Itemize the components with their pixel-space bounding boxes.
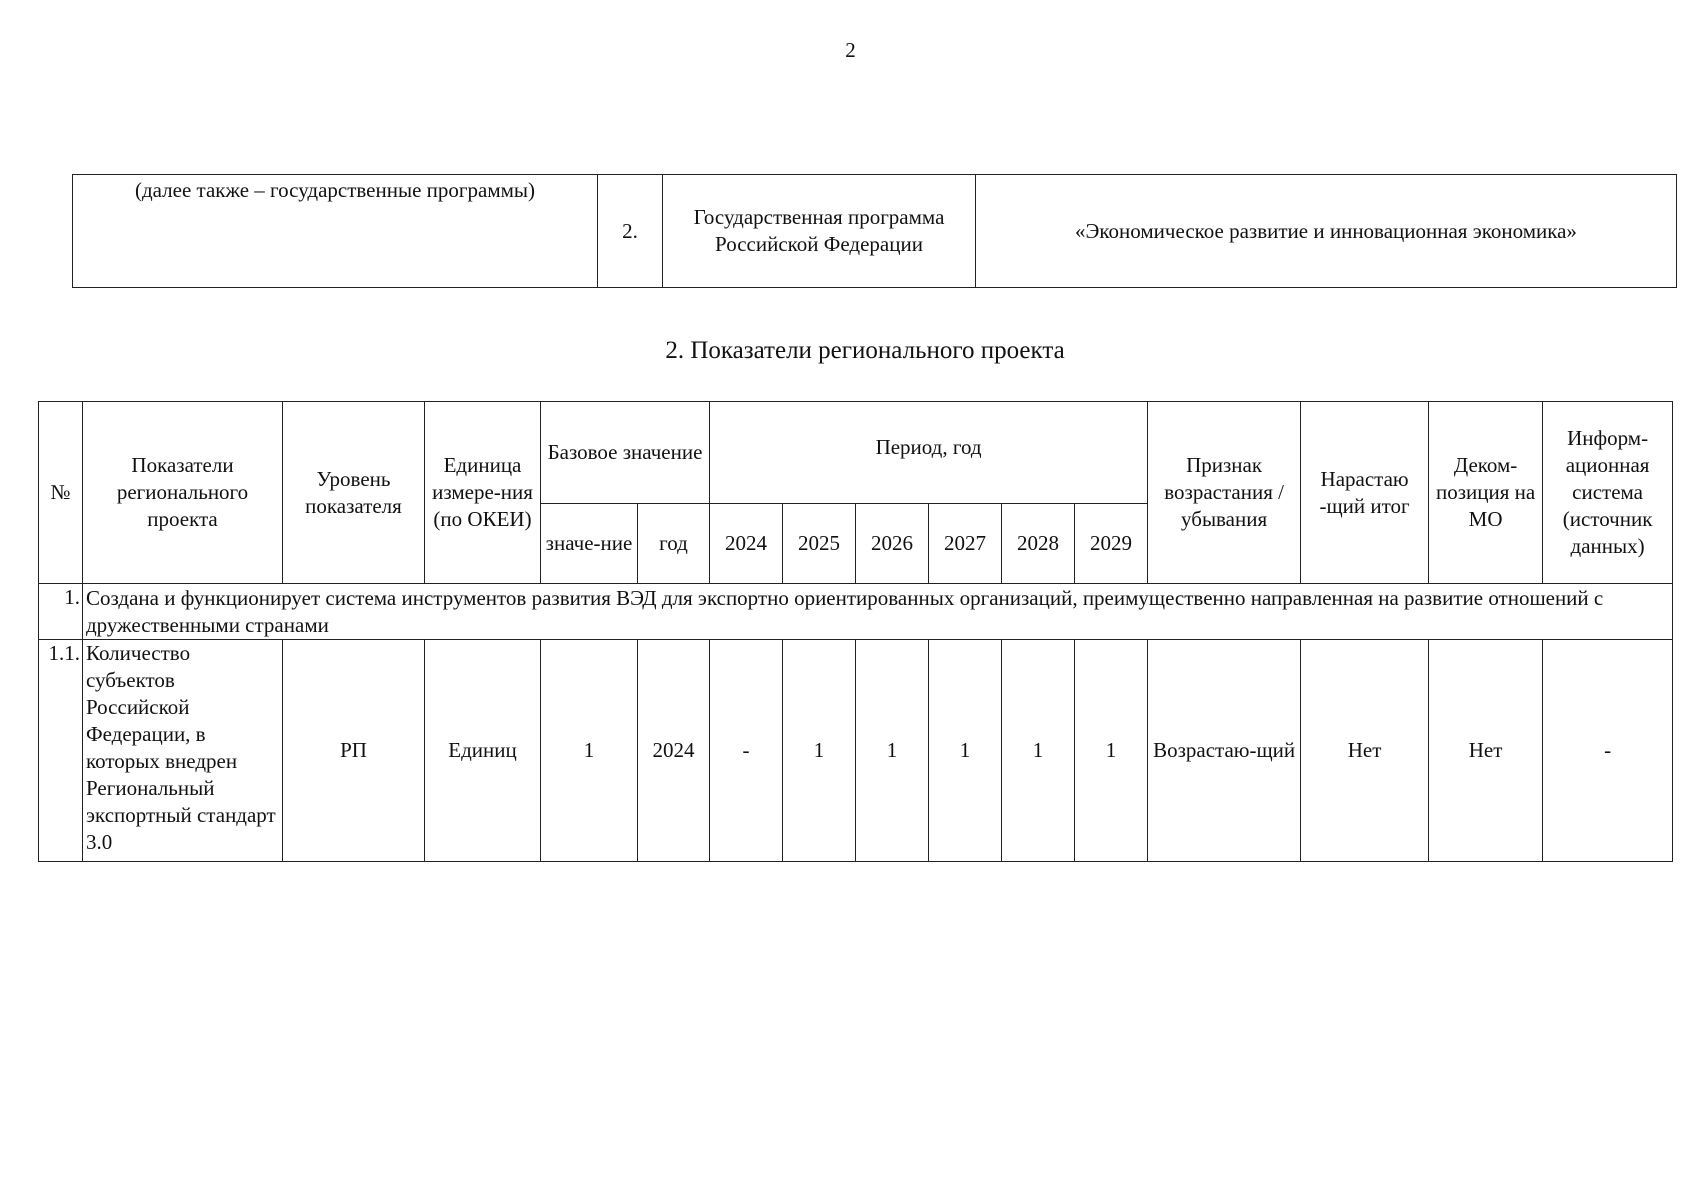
header-cumulative: Нарастаю -щий итог: [1301, 402, 1429, 584]
row-number: 1.1.: [39, 640, 83, 862]
row-indicator: Количество субъектов Российской Федерации, в которых внедрен Региональный экспортный стандарт 3.0: [83, 640, 283, 862]
header-decomposition: Деком-позиция на МО: [1429, 402, 1543, 584]
row-base-year: 2024: [638, 640, 710, 862]
row-value-2028: 1: [1002, 640, 1075, 862]
header-unit: Единица измере-ния (по ОКЕИ): [425, 402, 541, 584]
row-level: РП: [283, 640, 425, 862]
header-year-2025: 2025: [783, 504, 856, 584]
header-indicator: Показатели регионального проекта: [83, 402, 283, 584]
row-info-system: -: [1543, 640, 1673, 862]
row-base-value: 1: [541, 640, 638, 862]
row-value-2029: 1: [1075, 640, 1148, 862]
row-decomposition: Нет: [1429, 640, 1543, 862]
header-year-2027: 2027: [929, 504, 1002, 584]
row-value-2025: 1: [783, 640, 856, 862]
program-type: Государственная программа Российской Федерации: [663, 175, 976, 288]
section-row: [39, 584, 1673, 640]
header-base-value-value: значе-ние: [541, 504, 638, 584]
row-trend: Возрастаю-щий: [1148, 640, 1301, 862]
header-row-1: [39, 402, 1673, 504]
program-name: «Экономическое развитие и инновационная экономика»: [976, 175, 1677, 288]
header-level: Уровень показателя: [283, 402, 425, 584]
header-base-value-year: год: [638, 504, 710, 584]
row-value-2024: -: [710, 640, 783, 862]
header-trend: Признак возрастания /убывания: [1148, 402, 1301, 584]
indicators-table: [38, 401, 1673, 862]
header-year-2029: 2029: [1075, 504, 1148, 584]
page-number: 2: [845, 38, 856, 62]
section-title: 2. Показатели регионального проекта: [665, 337, 1065, 364]
section-row-text: Создана и функционирует система инструментов развития ВЭД для экспортно ориентированных организаций, преимущественно направленная на развитие отношений с дружественными странами: [83, 584, 1673, 640]
header-year-2026: 2026: [856, 504, 929, 584]
section-row-number: 1.: [39, 584, 83, 640]
program-item-number: 2.: [598, 175, 663, 288]
row-cumulative: Нет: [1301, 640, 1429, 862]
program-table: [72, 174, 1677, 288]
program-left-text: (далее также – государственные программы): [73, 175, 598, 288]
program-row: [73, 175, 1677, 288]
header-number: №: [39, 402, 83, 584]
header-year-2024: 2024: [710, 504, 783, 584]
header-year-2028: 2028: [1002, 504, 1075, 584]
header-info-system: Информ-ационная система (источник данных): [1543, 402, 1673, 584]
row-value-2026: 1: [856, 640, 929, 862]
header-period: Период, год: [710, 402, 1148, 504]
table-row: [39, 640, 1673, 862]
row-unit: Единиц: [425, 640, 541, 862]
header-base-value: Базовое значение: [541, 402, 710, 504]
row-value-2027: 1: [929, 640, 1002, 862]
